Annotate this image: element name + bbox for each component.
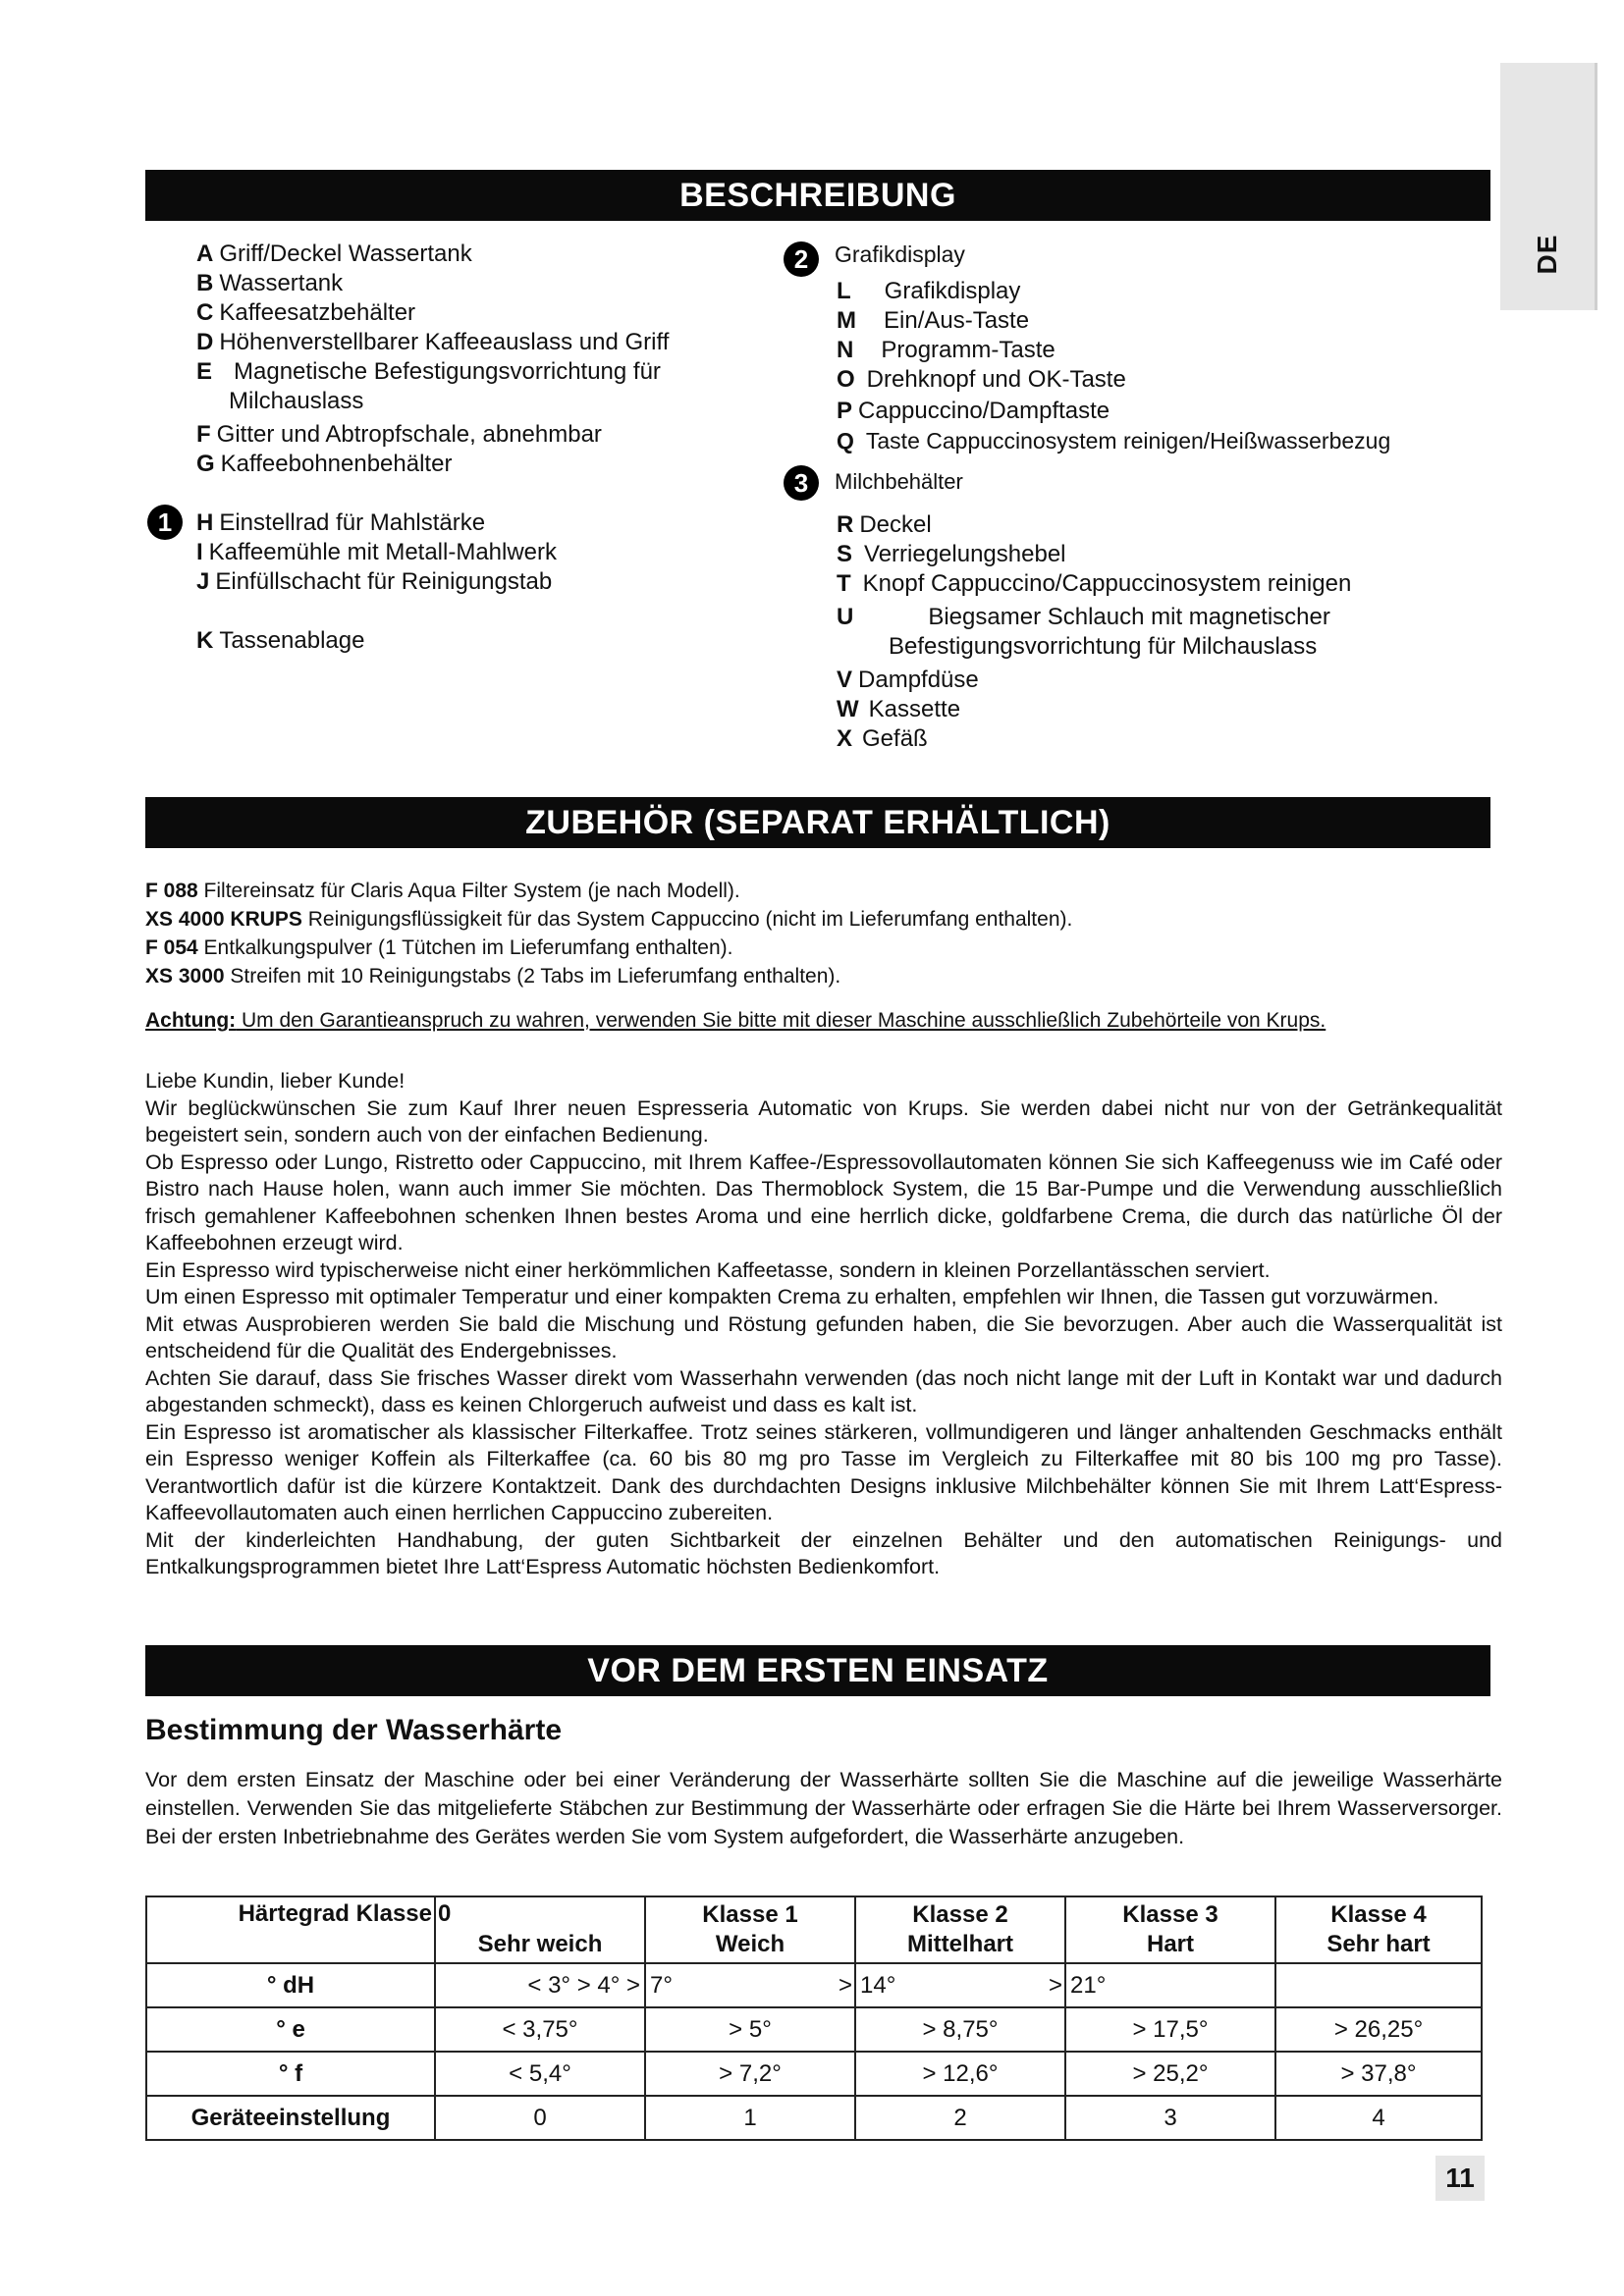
table-cell: > 8,75° [855,2007,1065,2052]
table-row [146,2096,1482,2140]
water-hardness-heading: Bestimmung der Wasserhärte [145,1714,563,1746]
section-header-vor-dem-ersten-einsatz: VOR DEM ERSTEN EINSATZ [145,1645,1490,1696]
intro-paragraph: Um einen Espresso mit optimaler Temperatur und einer kompakten Crema zu erhalten, empfehlen wir Ihnen, die Tassen gut vorzuwärmen. [145,1285,1439,1308]
table-header-cell: Klasse 2 Mittelhart [855,1896,1065,1963]
group-title: Grafikdisplay [835,241,965,267]
table-row [146,2007,1482,2052]
table-cell: 1 [645,2096,855,2140]
intro-paragraph: Ein Espresso wird typischerweise nicht einer herkömmlichen Kaffeetasse, sondern in kleinen Porzellantässchen serviert. [145,1257,1271,1282]
group-number-badge: 1 [147,505,183,540]
list-item: I Kaffeemühle mit Metall-Mahlwerk [196,539,558,565]
list-item: E Magnetische Befestigungsvorrichtung für [196,358,661,385]
section-header-zubehoer: ZUBEHÖR (SEPARAT ERHÄLTLICH) [145,797,1490,848]
list-item: N Programm-Taste [837,337,1056,363]
warning-note: Achtung: Um den Garantieanspruch zu wahren, verwenden Sie bitte mit dieser Maschine ausschließlich Zubehörteile von Krups. [145,1009,1326,1032]
table-cell: < 5,4° [435,2052,645,2096]
section-header-beschreibung: BESCHREIBUNG [145,170,1490,221]
list-item: T Knopf Cappuccino/Cappuccinosystem reinigen [837,570,1352,597]
list-item: XS 3000 Streifen mit 10 Reinigungstabs (2 Tabs im Lieferumfang enthalten). [145,965,841,988]
table-cell: < 3,75° [435,2007,645,2052]
list-item: U Biegsamer Schlauch mit magnetischer [837,604,1330,630]
list-item: G Kaffeebohnenbehälter [196,451,453,477]
list-item: A Griff/Deckel Wassertank [196,240,472,267]
table-cell: 2 [855,2096,1065,2140]
table-cell: > 17,5° [1065,2007,1275,2052]
table-cell: 0 [435,2096,645,2140]
intro-paragraph: Ob Espresso oder Lungo, Ristretto oder Cappuccino, mit Ihrem Kaffee-/Espressovollautomaten können Sie sich Kaffeegenuss wie im Café oder Bistro nach Hause holen, wann auch immer Sie möchten. Das Thermoblock System, die 15 Bar-Pumpe und die Verwendung ausschließlich frisch gemahlener Kaffeebohnen schenken Ihnen bestes Aroma und eine herrlich dicke, goldfarbene Crema, die durch das natürliche Öl der Kaffeebohnen erzeugt wird. [145,1149,1502,1255]
list-item: H Einstellrad für Mahlstärke [196,509,486,536]
table-cell: < 3° > 4° > [435,1963,645,2007]
language-label: DE [1532,234,1562,275]
group-number-badge: 3 [784,465,819,501]
list-item: C Kaffeesatzbehälter [196,299,416,326]
table-header-cell: Klasse 1 Weich [645,1896,855,1963]
list-item: V Dampfdüse [837,667,979,693]
table-cell: ° e [146,2007,435,2052]
table-header-cell: Klasse 3 Hart [1065,1896,1275,1963]
table-cell: > 26,25° [1275,2007,1482,2052]
water-hardness-text: Vor dem ersten Einsatz der Maschine oder bei einer Veränderung der Wasserhärte sollten Sie die Maschine auf die jeweilige Wasserhärte einstellen. Verwenden Sie das mitgelieferte Stäbchen zur Bestimmung der Wasserhärte oder erfragen Sie die Härte bei Ihrem Wasserversorger. Bei der ersten Inbetriebnahme des Gerätes werden Sie vom System aufgefordert, die Wasserhärte anzugeben. [145,1768,1502,1848]
table-cell: 3 [1065,2096,1275,2140]
table-cell: > 37,8° [1275,2052,1482,2096]
table-cell: ° f [146,2052,435,2096]
list-item: Q Taste Cappuccinosystem reinigen/Heißwasserbezug [837,428,1391,454]
table-cell [1275,1963,1482,2007]
list-item-continuation: Milchauslass [229,388,364,414]
table-header-row [146,1896,1482,1963]
list-item: J Einfüllschacht für Reinigungstab [196,568,553,595]
list-item: XS 4000 KRUPS Reinigungsflüssigkeit für das System Cappuccino (nicht im Lieferumfang enthalten). [145,908,1073,931]
list-item: B Wassertank [196,270,344,296]
list-item: O Drehknopf und OK-Taste [837,366,1126,393]
list-item: F Gitter und Abtropfschale, abnehmbar [196,421,602,448]
intro-paragraph: Mit der kinderleichten Handhabung, der guten Sichtbarkeit der einzelnen Behälter und den automatischen Reinigungs- und Entkalkungsprogrammen bietet Ihre Latt‘Espress Automatic höchsten Bedienkomfort. [145,1527,1502,1578]
page-number: 11 [1435,2156,1485,2201]
intro-text [145,1068,1502,1581]
table-cell: 4 [1275,2096,1482,2140]
language-tab [1500,63,1597,310]
list-item: P Cappuccino/Dampftaste [837,398,1110,424]
list-item: D Höhenverstellbarer Kaffeeauslass und Griff [196,329,670,355]
table-cell: 7° > [645,1963,855,2007]
intro-paragraph: Wir beglückwünschen Sie zum Kauf Ihrer neuen Espresseria Automatic von Krups. Sie werden dabei nicht nur von der Getränkequalität begeistert sein, sondern auch von der einfachen Bedienung. [145,1095,1502,1147]
list-item: L Grafikdisplay [837,278,1021,304]
table-cell: 21° [1065,1963,1275,2007]
list-item: X Gefäß [837,725,928,752]
table-header-cell: 0 Sehr weich [435,1896,645,1963]
list-item: R Deckel [837,511,932,538]
group-title: Milchbehälter [835,469,963,494]
list-item: K Tassenablage [196,627,365,654]
table-cell: Geräteeinstellung [146,2096,435,2140]
table-cell: > 25,2° [1065,2052,1275,2096]
table-cell: ° dH [146,1963,435,2007]
table-row [146,2052,1482,2096]
accessories-list [145,877,1502,990]
list-item: F 054 Entkalkungspulver (1 Tütchen im Lieferumfang enthalten). [145,936,733,959]
water-hardness-table [145,1896,1483,2141]
table-header-cell: Härtegrad Klasse [146,1896,435,1963]
intro-paragraph: Ein Espresso ist aromatischer als klassischer Filterkaffee. Trotz seines stärkeren, vollmundigeren und länger anhaltenden Geschmacks enthält ein Espresso weniger Koffein als Filterkaffee (ca. 60 bis 80 mg pro Tasse im Vergleich zu Filterkaffee mit 80 bis 100 mg pro Tasse). Verantwortlich dafür ist die kürzere Kontaktzeit. Dank des durchdachten Designs inklusive Milchbehälter können Sie mit Ihrem Latt‘Espress-Kaffeevollautomaten auch einen herrlichen Cappuccino zubereiten. [145,1419,1502,1524]
list-item: W Kassette [837,696,961,722]
intro-paragraph: Achten Sie darauf, dass Sie frisches Wasser direkt vom Wasserhahn verwenden (das noch nicht lange mit der Luft in Kontakt war und dadurch abgestanden schmeckt), dass es keinen Chlorgeruch aufweist und dass es kalt ist. [145,1365,1502,1416]
table-row [146,1963,1482,2007]
table-cell: > 12,6° [855,2052,1065,2096]
table-header-cell: Klasse 4 Sehr hart [1275,1896,1482,1963]
intro-paragraph: Liebe Kundin, lieber Kunde! [145,1069,406,1093]
intro-paragraph: Mit etwas Ausprobieren werden Sie bald die Mischung und Röstung gefunden haben, die Sie bevorzugen. Aber auch die Wasserqualität ist entscheidend für die Qualität des Endergebnisses. [145,1311,1502,1362]
list-item-continuation: Befestigungsvorrichtung für Milchauslass [889,633,1318,660]
group-number-badge: 2 [784,241,819,277]
list-item: S Verriegelungshebel [837,541,1066,567]
table-cell: > 5° [645,2007,855,2052]
list-item: F 088 Filtereinsatz für Claris Aqua Filter System (je nach Modell). [145,880,740,902]
table-cell: 14° > [855,1963,1065,2007]
list-item: M Ein/Aus-Taste [837,307,1030,334]
table-cell: > 7,2° [645,2052,855,2096]
